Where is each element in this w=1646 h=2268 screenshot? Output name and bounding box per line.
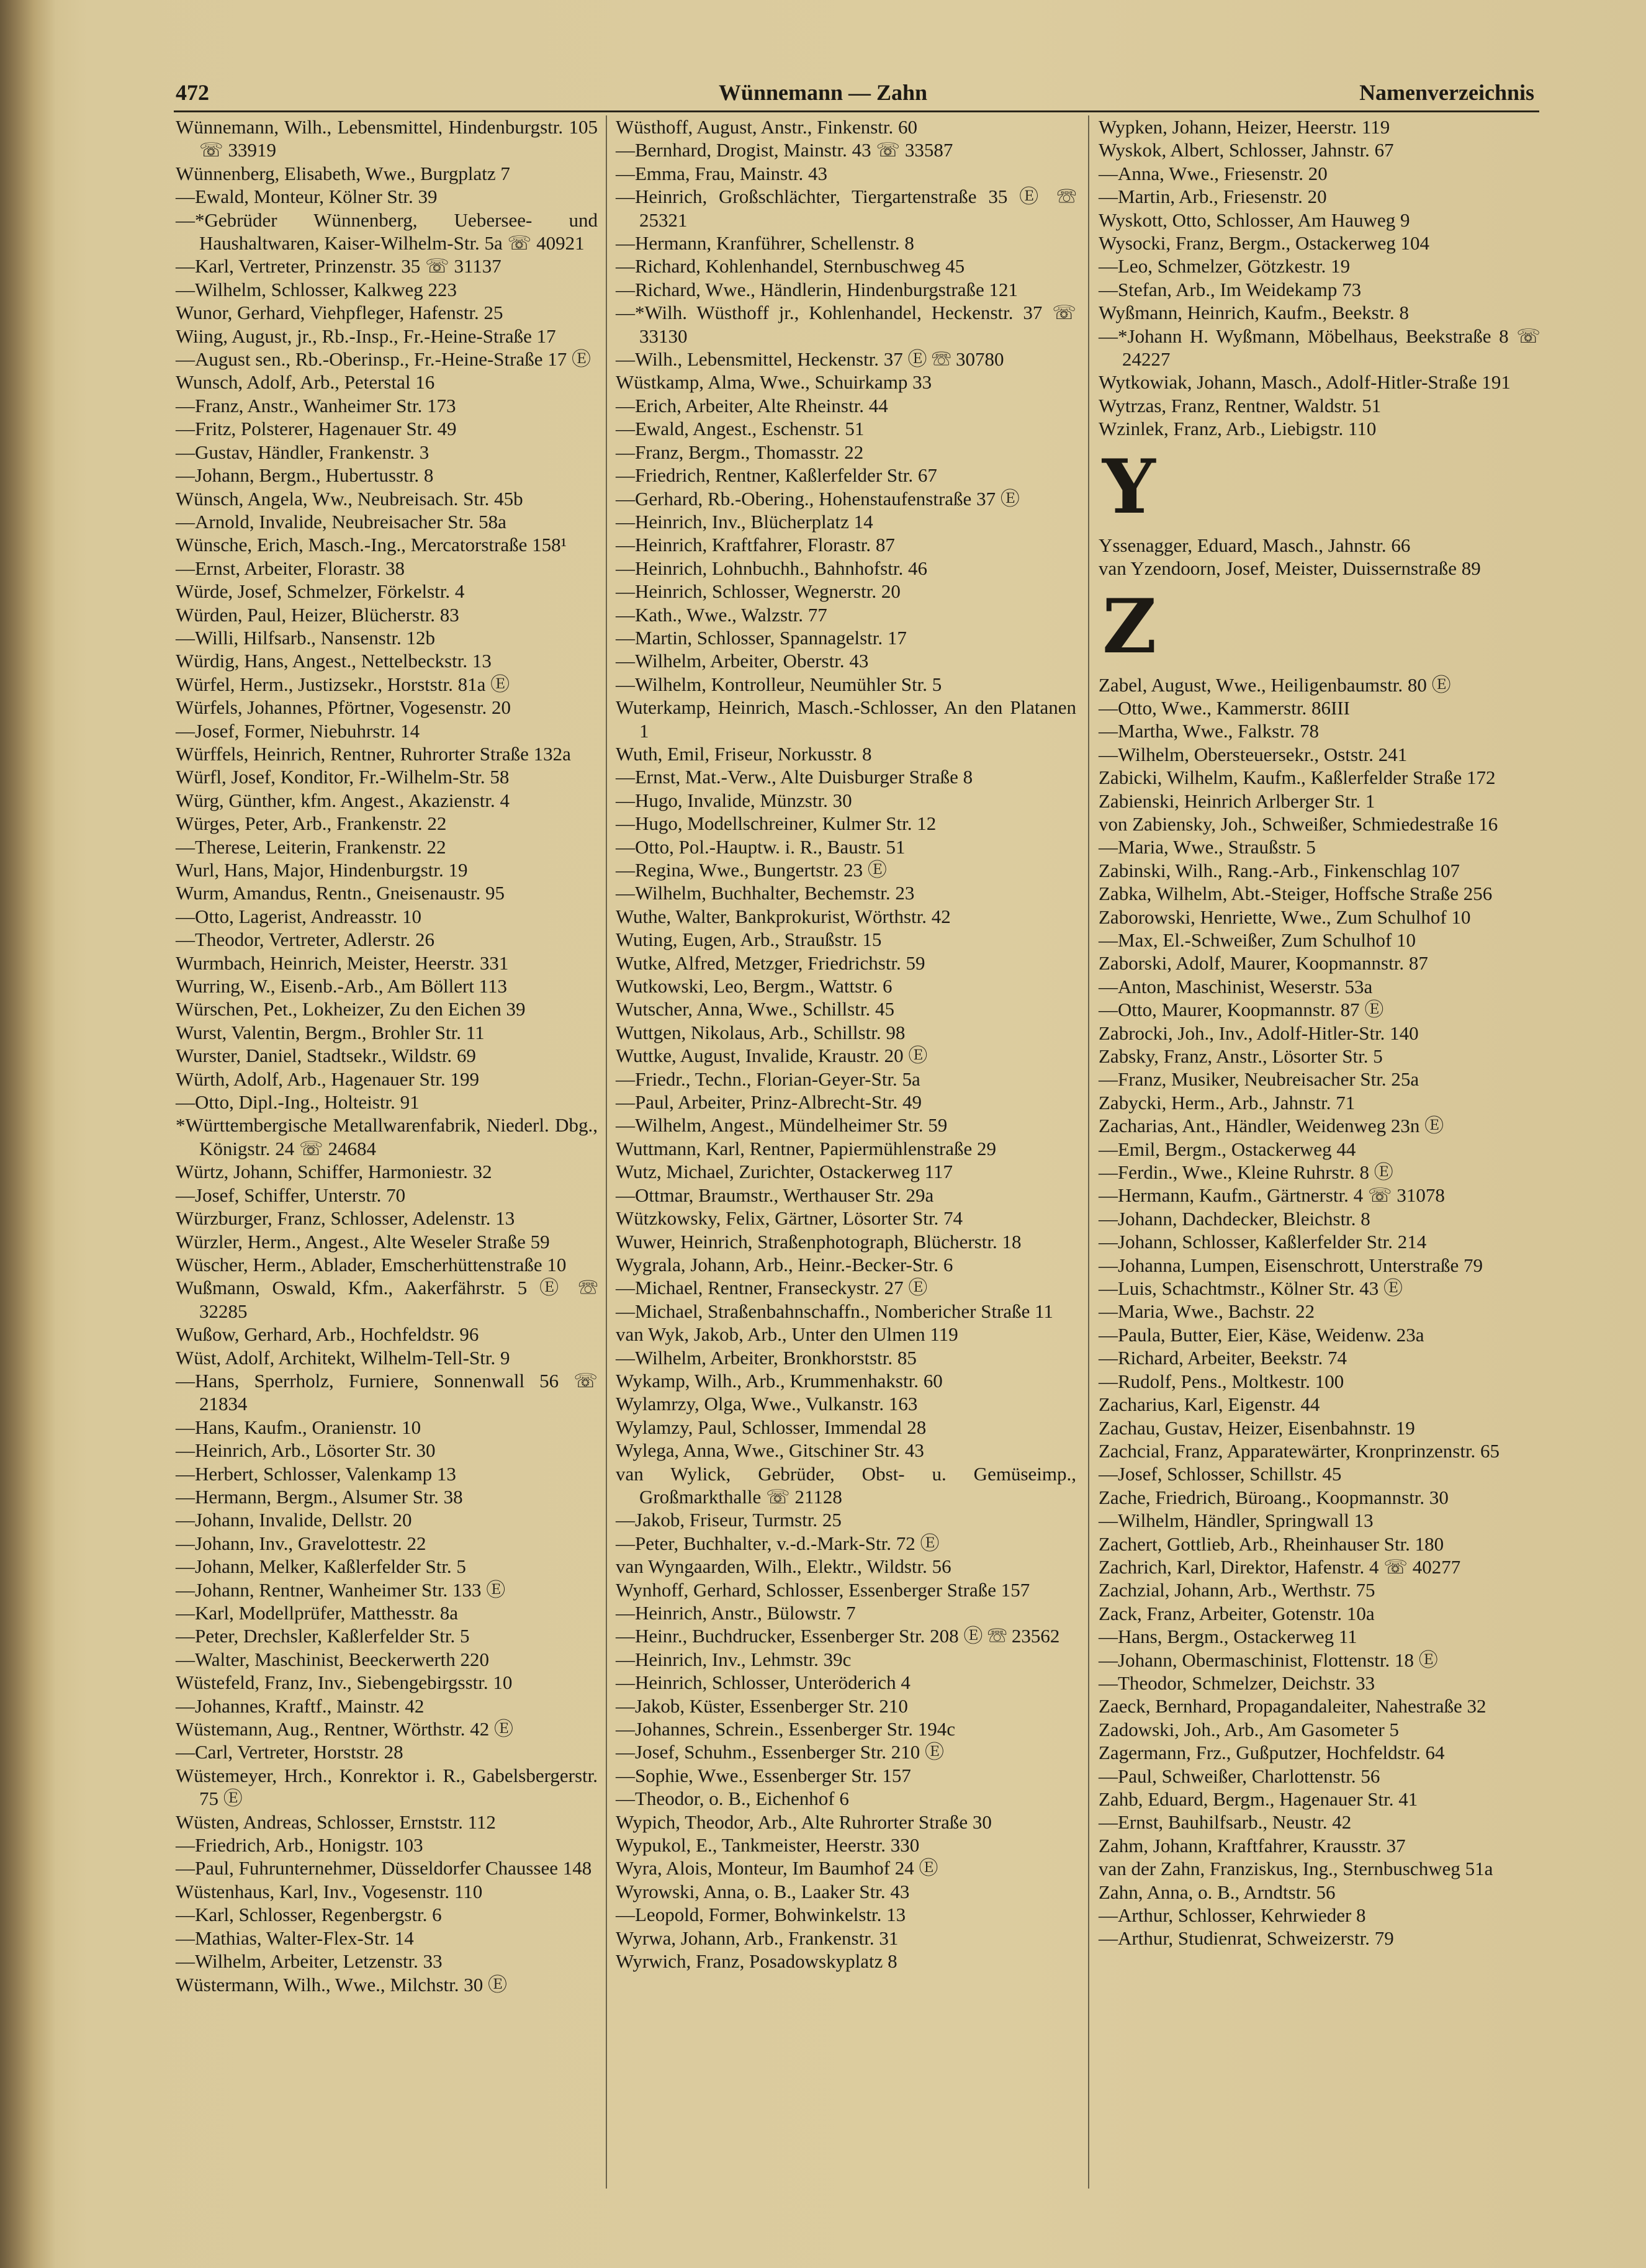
- directory-entry: Wysocki, Franz, Bergm., Ostackerweg 104: [1099, 232, 1430, 254]
- directory-entry: —Stefan, Arb., Im Weidekamp 73: [1099, 278, 1362, 300]
- directory-entry: van Wyngaarden, Wilh., Elektr., Wildstr. 56: [616, 1555, 951, 1578]
- directory-entry: —Otto, Maurer, Koopmannstr. 87 Ⓔ: [1099, 999, 1384, 1021]
- directory-entry: Wuth, Emil, Friseur, Norkusstr. 8: [616, 742, 872, 765]
- directory-entry: Wützkowsky, Felix, Gärtner, Lösorter Str. 74: [616, 1207, 963, 1230]
- directory-entry: —Hans, Sperrholz, Furniere, Sonnenwall 56 ☏ 21834: [176, 1369, 598, 1415]
- directory-entry: —Willi, Hilfsarb., Nansenstr. 12b: [176, 626, 436, 649]
- directory-entry: —Hugo, Invalide, Münzstr. 30: [616, 789, 852, 811]
- directory-entry: Wünnenberg, Elisabeth, Wwe., Burgplatz 7: [176, 162, 510, 184]
- directory-entry: —Theodor, Vertreter, Adlerstr. 26: [176, 929, 435, 951]
- directory-entry: —Wilhelm, Buchhalter, Bechemstr. 23: [616, 882, 915, 904]
- directory-entry: —August sen., Rb.-Oberinsp., Fr.-Heine-Straße 17 Ⓔ: [176, 348, 591, 371]
- directory-entry: —Wilhelm, Kontrolleur, Neumühler Str. 5: [616, 673, 942, 695]
- directory-entry: —Hugo, Modellschreiner, Kulmer Str. 12: [616, 812, 937, 835]
- directory-entry: —Maria, Wwe., Straußstr. 5: [1099, 836, 1316, 858]
- directory-entry: Würden, Paul, Heizer, Blücherstr. 83: [176, 603, 459, 626]
- directory-entry: Wurl, Hans, Major, Hindenburgstr. 19: [176, 859, 468, 881]
- directory-entry: —Josef, Former, Niebuhrstr. 14: [176, 719, 420, 742]
- directory-entry: —Heinrich, Lohnbuchh., Bahnhofstr. 46: [616, 557, 927, 579]
- directory-entry: —Leo, Schmelzer, Götzkestr. 19: [1099, 255, 1351, 277]
- directory-entry: van der Zahn, Franziskus, Ing., Sternbuschweg 51a: [1099, 1858, 1493, 1880]
- directory-entry: —Hermann, Bergm., Alsumer Str. 38: [176, 1485, 463, 1508]
- directory-entry: —*Gebrüder Wünnenberg, Uebersee- und Haushaltwaren, Kaiser-Wilhelm-Str. 5a ☏ 40921: [176, 209, 598, 254]
- directory-entry: —Ewald, Angest., Eschenstr. 51: [616, 418, 865, 440]
- directory-entry: —Mathias, Walter-Flex-Str. 14: [176, 1927, 414, 1949]
- directory-entry: —Friedrich, Rentner, Kaßlerfelder Str. 67: [616, 464, 937, 487]
- directory-entry: —Johannes, Schrein., Essenberger Str. 194c: [616, 1718, 955, 1740]
- directory-entry: Wuterkamp, Heinrich, Masch.-Schlosser, An den Platanen 1: [616, 696, 1076, 742]
- directory-entry: Zadowski, Joh., Arb., Am Gasometer 5: [1099, 1718, 1399, 1740]
- directory-entry: Wüsthoff, August, Anstr., Finkenstr. 60: [616, 116, 917, 138]
- directory-entry: Wuttmann, Karl, Rentner, Papiermühlenstraße 29: [616, 1137, 997, 1159]
- directory-entry: Wyskok, Albert, Schlosser, Jahnstr. 67: [1099, 139, 1394, 161]
- directory-entry: Würg, Günther, kfm. Angest., Akazienstr. 4: [176, 789, 510, 811]
- directory-entry: Zabienski, Heinrich Arlberger Str. 1: [1099, 790, 1375, 812]
- directory-entry: —Johanna, Lumpen, Eisenschrott, Unterstraße 79: [1099, 1254, 1483, 1276]
- running-title: Wünnemann — Zahn: [718, 80, 928, 105]
- directory-entry: —Johann, Melker, Kaßlerfelder Str. 5: [176, 1555, 466, 1578]
- directory-entry: —Johann, Schlosser, Kaßlerfelder Str. 214: [1099, 1231, 1427, 1253]
- directory-entry: Zabel, August, Wwe., Heiligenbaumstr. 80 Ⓔ: [1099, 673, 1451, 696]
- directory-entry: Wurster, Daniel, Stadtsekr., Wildstr. 69: [176, 1045, 476, 1067]
- directory-entry: Zacharias, Ant., Händler, Weidenweg 23n Ⓔ: [1099, 1115, 1444, 1137]
- directory-entry: —Gustav, Händler, Frankenstr. 3: [176, 441, 429, 463]
- directory-entry: Wykamp, Wilh., Arb., Krummenhakstr. 60: [616, 1369, 943, 1392]
- directory-entry: —Franz, Musiker, Neubreisacher Str. 25a: [1099, 1068, 1419, 1091]
- directory-entry: —Peter, Buchhalter, v.-d.-Mark-Str. 72 Ⓔ: [616, 1532, 940, 1554]
- directory-entry: Wünnemann, Wilh., Lebensmittel, Hindenburgstr. 105 ☏ 33919: [176, 116, 598, 161]
- directory-entry: —Sophie, Wwe., Essenberger Str. 157: [616, 1764, 911, 1786]
- directory-entry: —Gerhard, Rb.-Obering., Hohenstaufenstraße 37 Ⓔ: [616, 487, 1020, 510]
- directory-entry: —Friedr., Techn., Florian-Geyer-Str. 5a: [616, 1068, 920, 1090]
- directory-entry: —Ernst, Arbeiter, Florastr. 38: [176, 557, 405, 579]
- directory-entry: Wuwer, Heinrich, Straßenphotograph, Blücherstr. 18: [616, 1230, 1022, 1253]
- directory-entry: —Karl, Vertreter, Prinzenstr. 35 ☏ 31137: [176, 255, 501, 277]
- directory-entry: —Theodor, o. B., Eichenhof 6: [616, 1788, 849, 1810]
- directory-entry: —Jakob, Friseur, Turmstr. 25: [616, 1509, 842, 1531]
- directory-entry: Wyrwa, Johann, Arb., Frankenstr. 31: [616, 1927, 899, 1949]
- directory-entry: Wüsten, Andreas, Schlosser, Ernststr. 112: [176, 1811, 496, 1833]
- directory-entry: —Arthur, Studienrat, Schweizerstr. 79: [1099, 1927, 1394, 1950]
- directory-entry: —Heinrich, Kraftfahrer, Florastr. 87: [616, 534, 895, 556]
- directory-entry: Wurmbach, Heinrich, Meister, Heerstr. 331: [176, 952, 509, 974]
- directory-entry: Würschen, Pet., Lokheizer, Zu den Eichen 39: [176, 998, 526, 1020]
- directory-entry: —Wilhelm, Arbeiter, Letzenstr. 33: [176, 1950, 443, 1973]
- directory-entry: —Fritz, Polsterer, Hagenauer Str. 49: [176, 418, 457, 440]
- directory-entry: Zabycki, Herm., Arb., Jahnstr. 71: [1099, 1091, 1356, 1114]
- directory-entry: —Herbert, Schlosser, Valenkamp 13: [176, 1462, 456, 1485]
- directory-entry: —Johannes, Kraftf., Mainstr. 42: [176, 1694, 425, 1717]
- directory-entry: —Emil, Bergm., Ostackerweg 44: [1099, 1138, 1356, 1160]
- directory-entry: Wunsch, Adolf, Arb., Peterstal 16: [176, 371, 435, 394]
- directory-entry: —Heinrich, Großschlächter, Tiergartenstraße 35 Ⓔ ☏ 25321: [616, 186, 1076, 231]
- directory-entry: Wylamzy, Paul, Schlosser, Immendal 28: [616, 1416, 927, 1438]
- directory-entry: Wüstkamp, Alma, Wwe., Schuirkamp 33: [616, 371, 932, 394]
- directory-entry: —Heinrich, Inv., Blücherplatz 14: [616, 510, 873, 533]
- directory-entry: —Heinrich, Schlosser, Wegnerstr. 20: [616, 580, 901, 603]
- directory-entry: —*Johann H. Wyßmann, Möbelhaus, Beekstraße 8 ☏ 24227: [1099, 325, 1540, 371]
- directory-entry: Wutke, Alfred, Metzger, Friedrichstr. 59: [616, 952, 925, 974]
- directory-entry: Wyskott, Otto, Schlosser, Am Hauweg 9: [1099, 209, 1410, 231]
- directory-entry: —Ewald, Monteur, Kölner Str. 39: [176, 186, 438, 208]
- directory-entry: —Walter, Maschinist, Beeckerwerth 220: [176, 1648, 490, 1670]
- directory-entry: —Peter, Drechsler, Kaßlerfelder Str. 5: [176, 1625, 470, 1647]
- directory-entry: —*Wilh. Wüsthoff jr., Kohlenhandel, Heckenstr. 37 ☏ 33130: [616, 302, 1076, 347]
- directory-entry: —Regina, Wwe., Bungertstr. 23 Ⓔ: [616, 859, 887, 881]
- directory-entry: —Richard, Arbeiter, Beekstr. 74: [1099, 1347, 1347, 1369]
- directory-entry: —Ottmar, Braumstr., Werthauser Str. 29a: [616, 1184, 934, 1206]
- directory-entry: Wyßmann, Heinrich, Kaufm., Beekstr. 8: [1099, 302, 1410, 324]
- directory-entry: —Ernst, Bauhilfsarb., Neustr. 42: [1099, 1811, 1352, 1834]
- directory-entry: —Hans, Bergm., Ostackerweg 11: [1099, 1626, 1357, 1648]
- directory-entry: Wuttke, August, Invalide, Kraustr. 20 Ⓔ: [616, 1045, 928, 1067]
- directory-entry: —Franz, Bergm., Thomasstr. 22: [616, 441, 864, 463]
- directory-entry: —Anton, Maschinist, Weserstr. 53a: [1099, 975, 1373, 997]
- directory-entry: Wytkowiak, Johann, Masch., Adolf-Hitler-Straße 191: [1099, 371, 1511, 394]
- directory-entry: Wüstemann, Aug., Rentner, Wörthstr. 42 Ⓔ: [176, 1718, 514, 1740]
- directory-entry: —Michael, Rentner, Franseckystr. 27 Ⓔ: [616, 1277, 928, 1299]
- directory-entry: —Johann, Rentner, Wanheimer Str. 133 Ⓔ: [176, 1578, 506, 1601]
- directory-entry: Wyrowski, Anna, o. B., Laaker Str. 43: [616, 1880, 910, 1902]
- directory-entry: Wypich, Theodor, Arb., Alte Ruhrorter Straße 30: [616, 1811, 992, 1833]
- directory-entry: —Josef, Schlosser, Schillstr. 45: [1099, 1463, 1342, 1485]
- directory-entry: Wypukol, E., Tankmeister, Heerstr. 330: [616, 1834, 920, 1856]
- directory-entry: —Otto, Pol.-Hauptw. i. R., Baustr. 51: [616, 835, 906, 858]
- directory-entry: Würde, Josef, Schmelzer, Förkelstr. 4: [176, 580, 465, 603]
- column-rule: [1088, 115, 1089, 2189]
- directory-entry: —Ernst, Mat.-Verw., Alte Duisburger Straße 8: [616, 766, 973, 788]
- directory-entry: Würfels, Johannes, Pförtner, Vogesenstr. 20: [176, 696, 511, 719]
- directory-entry: —Johann, Dachdecker, Bleichstr. 8: [1099, 1207, 1370, 1230]
- column-rule: [606, 115, 607, 2189]
- directory-entry: Wiing, August, jr., Rb.-Insp., Fr.-Heine-Straße 17: [176, 325, 556, 347]
- directory-entry: —Carl, Vertreter, Horststr. 28: [176, 1741, 403, 1763]
- directory-entry: —Rudolf, Pens., Moltkestr. 100: [1099, 1370, 1344, 1392]
- directory-entry: —Arnold, Invalide, Neubreisacher Str. 58a: [176, 510, 506, 533]
- directory-entry: —Johann, Inv., Gravelottestr. 22: [176, 1532, 426, 1554]
- directory-entry: —Hermann, Kaufm., Gärtnerstr. 4 ☏ 31078: [1099, 1184, 1445, 1207]
- directory-entry: Wunor, Gerhard, Viehpfleger, Hafenstr. 25: [176, 302, 503, 324]
- directory-entry: Wüst, Adolf, Architekt, Wilhelm-Tell-Str. 9: [176, 1346, 510, 1369]
- directory-entry: Wutscher, Anna, Wwe., Schillstr. 45: [616, 998, 894, 1020]
- directory-entry: *Württembergische Metallwarenfabrik, Niederl. Dbg., Königstr. 24 ☏ 24684: [176, 1114, 598, 1159]
- directory-entry: —Heinr., Buchdrucker, Essenberger Str. 208 Ⓔ ☏ 23562: [616, 1625, 1060, 1647]
- directory-entry: —Martin, Schlosser, Spannagelstr. 17: [616, 626, 907, 649]
- directory-entry: Wygrala, Johann, Arb., Heinr.-Becker-Str. 6: [616, 1253, 953, 1276]
- directory-entry: Würth, Adolf, Arb., Hagenauer Str. 199: [176, 1068, 480, 1090]
- directory-entry: Zabicki, Wilhelm, Kaufm., Kaßlerfelder Straße 172: [1099, 767, 1496, 789]
- directory-entry: —Karl, Schlosser, Regenbergstr. 6: [176, 1904, 442, 1926]
- directory-entry: Würzburger, Franz, Schlosser, Adelenstr. 13: [176, 1207, 515, 1230]
- directory-entry: Wylamrzy, Olga, Wwe., Vulkanstr. 163: [616, 1393, 918, 1415]
- directory-entry: Wuthe, Walter, Bankprokurist, Wörthstr. 42: [616, 905, 951, 927]
- directory-entry: —Richard, Wwe., Händlerin, Hindenburgstraße 121: [616, 278, 1018, 300]
- directory-entry: —Johann, Bergm., Hubertusstr. 8: [176, 464, 434, 487]
- directory-entry: —Johann, Obermaschinist, Flottenstr. 18 Ⓔ: [1099, 1649, 1438, 1671]
- directory-entry: Wutkowski, Leo, Bergm., Wattstr. 6: [616, 975, 893, 997]
- directory-entry: Wynhoff, Gerhard, Schlosser, Essenberger Straße 157: [616, 1578, 1030, 1601]
- directory-entry: Zaborowski, Henriette, Wwe., Zum Schulhof 10: [1099, 906, 1471, 928]
- directory-entry: —Arthur, Schlosser, Kehrwieder 8: [1099, 1904, 1366, 1927]
- directory-entry: —Ferdin., Wwe., Kleine Ruhrstr. 8 Ⓔ: [1099, 1161, 1393, 1184]
- directory-entry: Zachrich, Karl, Direktor, Hafenstr. 4 ☏ 40277: [1099, 1555, 1461, 1578]
- directory-entry: van Yzendoorn, Josef, Meister, Duissernstraße 89: [1099, 557, 1481, 580]
- directory-entry: Zabka, Wilhelm, Abt.-Steiger, Hoffsche Straße 256: [1099, 883, 1493, 905]
- directory-entry: —Wilh., Lebensmittel, Heckenstr. 37 Ⓔ ☏ 30780: [616, 348, 1004, 371]
- header-rule: [174, 110, 1539, 112]
- directory-entry: —Wilhelm, Arbeiter, Oberstr. 43: [616, 650, 869, 672]
- directory-entry: Wünsche, Erich, Masch.-Ing., Mercatorstraße 158¹: [176, 534, 567, 556]
- directory-entry: —Wilhelm, Obersteuersekr., Oststr. 241: [1099, 743, 1408, 765]
- directory-entry: Wurring, W., Eisenb.-Arb., Am Böllert 113: [176, 975, 508, 997]
- directory-entry: Zack, Franz, Arbeiter, Gotenstr. 10a: [1099, 1602, 1375, 1624]
- directory-entry: Würffels, Heinrich, Rentner, Ruhrorter Straße 132a: [176, 742, 571, 765]
- directory-entry: Yssenagger, Eduard, Masch., Jahnstr. 66: [1099, 534, 1411, 556]
- directory-entry: —Luis, Schachtmstr., Kölner Str. 43 Ⓔ: [1099, 1277, 1403, 1300]
- directory-entry: —Maria, Wwe., Bachstr. 22: [1099, 1300, 1315, 1323]
- directory-entry: Wüscher, Herm., Ablader, Emscherhüttenstraße 10: [176, 1253, 567, 1276]
- directory-entry: —Josef, Schiffer, Unterstr. 70: [176, 1184, 406, 1206]
- directory-entry: —Michael, Straßenbahnschaffn., Nombericher Straße 11: [616, 1300, 1054, 1322]
- directory-entry: Würfel, Herm., Justizsekr., Horststr. 81a Ⓔ: [176, 673, 510, 695]
- directory-entry: Wyra, Alois, Monteur, Im Baumhof 24 Ⓔ: [616, 1857, 938, 1879]
- directory-entry: —Heinrich, Arb., Lösorter Str. 30: [176, 1439, 436, 1462]
- directory-entry: Wylega, Anna, Wwe., Gitschiner Str. 43: [616, 1439, 924, 1462]
- directory-entry: Würfl, Josef, Konditor, Fr.-Wilhelm-Str. 58: [176, 766, 510, 788]
- directory-entry: —Heinrich, Anstr., Bülowstr. 7: [616, 1602, 856, 1624]
- directory-entry: —Johann, Invalide, Dellstr. 20: [176, 1509, 412, 1531]
- directory-entry: Zahm, Johann, Kraftfahrer, Krausstr. 37: [1099, 1834, 1406, 1856]
- directory-entry: Zachzial, Johann, Arb., Werthstr. 75: [1099, 1579, 1375, 1601]
- directory-entry: —Wilhelm, Händler, Springwall 13: [1099, 1510, 1374, 1532]
- directory-entry: Wyrwich, Franz, Posadowskyplatz 8: [616, 1950, 897, 1973]
- directory-entry: Wüstenhaus, Karl, Inv., Vogesenstr. 110: [176, 1880, 483, 1902]
- section-letter: Z: [1102, 582, 1157, 670]
- directory-entry: Zagermann, Frz., Gußputzer, Hochfeldstr. 64: [1099, 1742, 1445, 1764]
- directory-entry: —Heinrich, Inv., Lehmstr. 39c: [616, 1648, 852, 1670]
- directory-entry: —Max, El.-Schweißer, Zum Schulhof 10: [1099, 929, 1416, 951]
- directory-entry: —Emma, Frau, Mainstr. 43: [616, 162, 827, 184]
- directory-entry: —Friedrich, Arb., Honigstr. 103: [176, 1834, 423, 1856]
- directory-entry: —Otto, Wwe., Kammerstr. 86III: [1099, 696, 1350, 719]
- directory-entry: —Erich, Arbeiter, Alte Rheinstr. 44: [616, 394, 888, 416]
- directory-entry: —Franz, Anstr., Wanheimer Str. 173: [176, 394, 456, 416]
- section-letter: Y: [1102, 443, 1156, 531]
- directory-entry: —Therese, Leiterin, Frankenstr. 22: [176, 835, 446, 858]
- directory-entry: —Karl, Modellprüfer, Matthesstr. 8a: [176, 1602, 459, 1624]
- directory-entry: Wutz, Michael, Zurichter, Ostackerweg 117: [616, 1161, 953, 1183]
- directory-entry: Zachcial, Franz, Apparatewärter, Kronprinzenstr. 65: [1099, 1439, 1500, 1462]
- directory-entry: Zaborski, Adolf, Maurer, Koopmannstr. 87: [1099, 952, 1428, 974]
- directory-entry: —Wilhelm, Arbeiter, Bronkhorststr. 85: [616, 1346, 917, 1369]
- directory-entry: —Paul, Schweißer, Charlottenstr. 56: [1099, 1765, 1380, 1787]
- directory-entry: —Heinrich, Schlosser, Unteröderich 4: [616, 1672, 911, 1694]
- directory-entry: Zachau, Gustav, Heizer, Eisenbahnstr. 19: [1099, 1416, 1415, 1439]
- directory-entry: Würges, Peter, Arb., Frankenstr. 22: [176, 812, 447, 835]
- directory-entry: van Wyk, Jakob, Arb., Unter den Ulmen 119: [616, 1323, 958, 1346]
- directory-entry: Zache, Friedrich, Büroang., Koopmannstr. 30: [1099, 1486, 1449, 1508]
- column-3: [1099, 115, 1540, 1950]
- directory-entry: Wuttgen, Nikolaus, Arb., Schillstr. 98: [616, 1021, 906, 1043]
- column-1: [176, 115, 598, 1996]
- directory-entry: Zabsky, Franz, Anstr., Lösorter Str. 5: [1099, 1045, 1383, 1067]
- directory-entry: —Martin, Arb., Friesenstr. 20: [1099, 186, 1327, 208]
- directory-entry: Wytrzas, Franz, Rentner, Waldstr. 51: [1099, 394, 1382, 416]
- directory-entry: —Otto, Dipl.-Ing., Holteistr. 91: [176, 1091, 420, 1114]
- directory-entry: —Hermann, Kranführer, Schellenstr. 8: [616, 232, 914, 254]
- directory-entry: Wüstermann, Wilh., Wwe., Milchstr. 30 Ⓔ: [176, 1973, 508, 1996]
- directory-entry: Wurst, Valentin, Bergm., Brohler Str. 11: [176, 1021, 485, 1043]
- directory-entry: Zahn, Anna, o. B., Arndtstr. 56: [1099, 1881, 1336, 1903]
- directory-entry: —Otto, Lagerist, Andreasstr. 10: [176, 905, 422, 927]
- section-title: Namenverzeichnis: [1359, 80, 1534, 105]
- directory-entry: Wünsch, Angela, Ww., Neubreisach. Str. 45b: [176, 487, 523, 510]
- directory-entry: —Jakob, Küster, Essenberger Str. 210: [616, 1694, 908, 1717]
- directory-entry: Zahb, Eduard, Bergm., Hagenauer Str. 41: [1099, 1788, 1418, 1810]
- directory-entry: —Theodor, Schmelzer, Deichstr. 33: [1099, 1672, 1375, 1694]
- directory-entry: van Wylick, Gebrüder, Obst- u. Gemüseimp., Großmarkthalle ☏ 21128: [616, 1462, 1076, 1508]
- directory-entry: Zaeck, Bernhard, Propagandaleiter, Nahestraße 32: [1099, 1695, 1486, 1717]
- directory-entry: Wüstefeld, Franz, Inv., Siebengebirgsstr. 10: [176, 1672, 513, 1694]
- directory-entry: Wypken, Johann, Heizer, Heerstr. 119: [1099, 116, 1390, 138]
- directory-entry: —Paul, Fuhrunternehmer, Düsseldorfer Chaussee 148: [176, 1857, 592, 1879]
- directory-entry: —Bernhard, Drogist, Mainstr. 43 ☏ 33587: [616, 139, 953, 161]
- directory-entry: Wüstemeyer, Hrch., Konrektor i. R., Gabelsbergerstr. 75 Ⓔ: [176, 1764, 598, 1810]
- directory-entry: —Wilhelm, Angest., Mündelheimer Str. 59: [616, 1114, 948, 1136]
- directory-entry: —Leopold, Former, Bohwinkelstr. 13: [616, 1904, 906, 1926]
- directory-entry: —Hans, Kaufm., Oranienstr. 10: [176, 1416, 421, 1438]
- directory-entry: Wußmann, Oswald, Kfm., Aakerfährstr. 5 Ⓔ ☏ 32285: [176, 1277, 598, 1322]
- directory-entry: Zachert, Gottlieb, Arb., Rheinhauser Str. 180: [1099, 1532, 1444, 1555]
- directory-entry: Wußow, Gerhard, Arb., Hochfeldstr. 96: [176, 1323, 479, 1346]
- directory-entry: Zabinski, Wilh., Rang.-Arb., Finkenschlag 107: [1099, 859, 1460, 881]
- directory-entry: —Paul, Arbeiter, Prinz-Albrecht-Str. 49: [616, 1091, 922, 1114]
- directory-entry: —Kath., Wwe., Walzstr. 77: [616, 603, 827, 626]
- directory-entry: Zacharius, Karl, Eigenstr. 44: [1099, 1393, 1320, 1416]
- directory-entry: Zabrocki, Joh., Inv., Adolf-Hitler-Str. 140: [1099, 1022, 1419, 1044]
- directory-entry: Wuting, Eugen, Arb., Straußstr. 15: [616, 929, 882, 951]
- directory-entry: —Wilhelm, Schlosser, Kalkweg 223: [176, 278, 457, 300]
- directory-entry: —Anna, Wwe., Friesenstr. 20: [1099, 162, 1328, 184]
- directory-entry: Würzler, Herm., Angest., Alte Weseler Straße 59: [176, 1230, 550, 1253]
- directory-entry: Würdig, Hans, Angest., Nettelbeckstr. 13: [176, 650, 492, 672]
- directory-entry: —Paula, Butter, Eier, Käse, Weidenw. 23a: [1099, 1323, 1424, 1346]
- directory-entry: —Josef, Schuhm., Essenberger Str. 210 Ⓔ: [616, 1741, 944, 1763]
- directory-entry: Würtz, Johann, Schiffer, Harmoniestr. 32: [176, 1161, 492, 1183]
- directory-entry: —Richard, Kohlenhandel, Sternbuschweg 45: [616, 255, 965, 277]
- column-2: [616, 115, 1076, 1973]
- directory-entry: Wurm, Amandus, Rentn., Gneisenaustr. 95: [176, 882, 505, 904]
- directory-entry: von Zabiensky, Joh., Schweißer, Schmiedestraße 16: [1099, 812, 1498, 835]
- page-number: 472: [176, 80, 209, 105]
- directory-entry: —Martha, Wwe., Falkstr. 78: [1099, 720, 1320, 742]
- directory-entry: Wzinlek, Franz, Arb., Liebigstr. 110: [1099, 418, 1377, 440]
